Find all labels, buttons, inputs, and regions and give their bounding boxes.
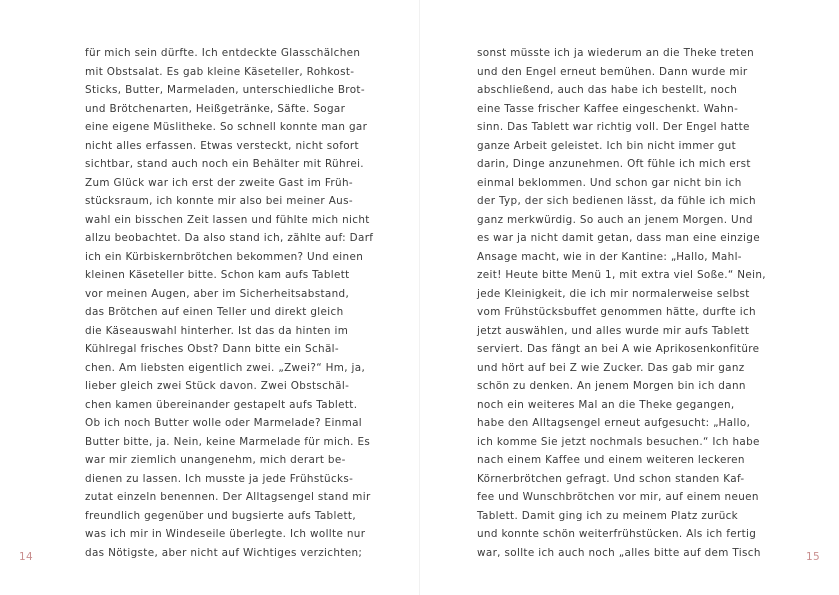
text-line: einmal beklommen. Und schon gar nicht bin ich <box>477 176 742 189</box>
text-line: dienen zu lassen. Ich musste ja jede Frühstücks- <box>85 472 354 485</box>
text-line: Körnerbrötchen gefragt. Und schon standen Kaf- <box>477 472 745 485</box>
text-line: lieber gleich zwei Stück davon. Zwei Obstschäl- <box>85 380 350 392</box>
text-line: stücksraum, ich konnte mir also bei meiner Aus- <box>85 195 353 207</box>
text-line: das Brötchen auf einen Teller und direkt gleich <box>85 306 344 318</box>
text-line: ganze Arbeit geleistet. Ich bin nicht immer gut <box>477 139 737 152</box>
text-line: allzu beobachtet. Da also stand ich, zählte auf: Darf <box>85 232 374 244</box>
text-line: ich komme Sie jetzt nochmals besuchen.“ Ich habe <box>477 435 760 448</box>
text-line: darin, Dinge anzunehmen. Oft fühle ich mich erst <box>477 158 751 170</box>
text-line: Tablett. Damit ging ich zu meinem Platz zurück <box>477 509 739 522</box>
text-line: sonst müsste ich ja wiederum an die Theke treten <box>477 47 755 59</box>
text-line: für mich sein dürfte. Ich entdeckte Glasschälchen <box>85 47 361 59</box>
text-line: noch ein weiteres Mal an die Theke gegangen, <box>477 398 735 411</box>
text-line: Kühlregal frisches Obst? Dann bitte ein Schäl- <box>85 343 339 355</box>
text-line: Ob ich noch Butter wolle oder Marmelade? Einmal <box>85 417 363 429</box>
text-line: ich ein Kürbiskernbrötchen bekommen? Und einen <box>85 250 364 263</box>
text-line: es war ja nicht damit getan, dass man eine einzige <box>477 232 760 244</box>
text-line: eine eigene Müslitheke. So schnell konnte man gar <box>85 121 368 133</box>
text-line: Butter bitte, ja. Nein, keine Marmelade für mich. Es <box>85 435 371 448</box>
text-line: Sticks, Butter, Marmeladen, unterschiedliche Brot- <box>85 84 365 96</box>
text-line: zeit! Heute bitte Menü 1, mit extra viel Soße.“ Nein, <box>477 269 766 281</box>
text-line: jetzt auswählen, und alles wurde mir aufs Tablett <box>477 324 750 337</box>
text-line: wahl ein bisschen Zeit lassen und fühlte mich nicht <box>85 213 370 226</box>
text-line: was ich mir in Windeseile überlegte. Ich wollte nur <box>85 528 366 540</box>
text-line: nach einem Kaffee und einem weiteren leckeren <box>477 454 745 466</box>
right-page-number: 15 <box>806 551 820 563</box>
text-line: und den Engel erneut bemühen. Dann wurde mir <box>477 65 748 78</box>
left-page-text <box>85 44 385 562</box>
left-page-number: 14 <box>19 551 33 563</box>
text-line: fee und Wunschbrötchen vor mir, auf einem neuen <box>477 491 759 503</box>
text-line: jede Kleinigkeit, die ich mir normalerweise selbst <box>477 287 750 300</box>
right-page-text <box>477 44 782 562</box>
text-line: eine Tasse frischer Kaffee eingeschenkt. Wahn- <box>477 102 739 115</box>
left-page <box>0 0 419 595</box>
text-line: Zum Glück war ich erst der zweite Gast im Früh- <box>85 176 354 189</box>
text-line: und hört auf bei Z wie Zucker. Das gab mir ganz <box>477 361 745 374</box>
text-line: die Käseauswahl hinterher. Ist das da hinten im <box>85 324 349 337</box>
text-line: ganz merkwürdig. So auch an jenem Morgen. Und <box>477 213 753 226</box>
text-line: abschließend, auch das habe ich bestellt, noch <box>477 84 738 96</box>
text-line: chen kamen übereinander gestapelt aufs Tablett. <box>85 398 358 411</box>
text-line: serviert. Das fängt an bei A wie Aprikosenkonfitüre <box>477 343 760 355</box>
text-line: nicht alles erfassen. Etwas versteckt, nicht sofort <box>85 139 359 152</box>
text-line: und konnte schön weiterfrühstücken. Als ich fertig <box>477 528 757 540</box>
text-line: der Typ, der sich bedienen lässt, da fühle ich mich <box>477 195 756 207</box>
text-line: freundlich gegenüber und bugsierte aufs Tablett, <box>85 509 356 522</box>
text-line: Ansage macht, wie in der Kantine: „Hallo, Mahl- <box>477 250 742 263</box>
text-line: sichtbar, stand auch noch ein Behälter mit Rührei. <box>85 158 364 170</box>
text-line: zutat einzeln benennen. Der Alltagsengel stand mir <box>85 491 371 503</box>
text-line: war, sollte ich auch noch „alles bitte auf dem Tisch <box>477 546 761 559</box>
text-line: mit Obstsalat. Es gab kleine Käseteller, Rohkost- <box>85 65 355 78</box>
text-line: habe den Alltagsengel erneut aufgesucht: „Hallo, <box>477 417 751 429</box>
text-line: sinn. Das Tablett war richtig voll. Der Engel hatte <box>477 121 750 133</box>
text-line: chen. Am liebsten eigentlich zwei. „Zwei?“ Hm, ja, <box>85 361 366 374</box>
text-line: vor meinen Augen, aber im Sicherheitsabstand, <box>85 287 350 300</box>
text-line: und Brötchenarten, Heißgetränke, Säfte. Sogar <box>85 102 346 115</box>
text-line: schön zu denken. An jenem Morgen bin ich dann <box>477 380 746 392</box>
right-page <box>420 0 839 595</box>
text-line: das Nötigste, aber nicht auf Wichtiges verzichten; <box>85 546 363 559</box>
text-line: war mir ziemlich unangenehm, mich derart be- <box>85 454 346 466</box>
text-line: kleinen Käseteller bitte. Schon kam aufs Tablett <box>85 269 350 281</box>
text-line: vom Frühstücksbuffet genommen hätte, durfte ich <box>477 306 756 318</box>
